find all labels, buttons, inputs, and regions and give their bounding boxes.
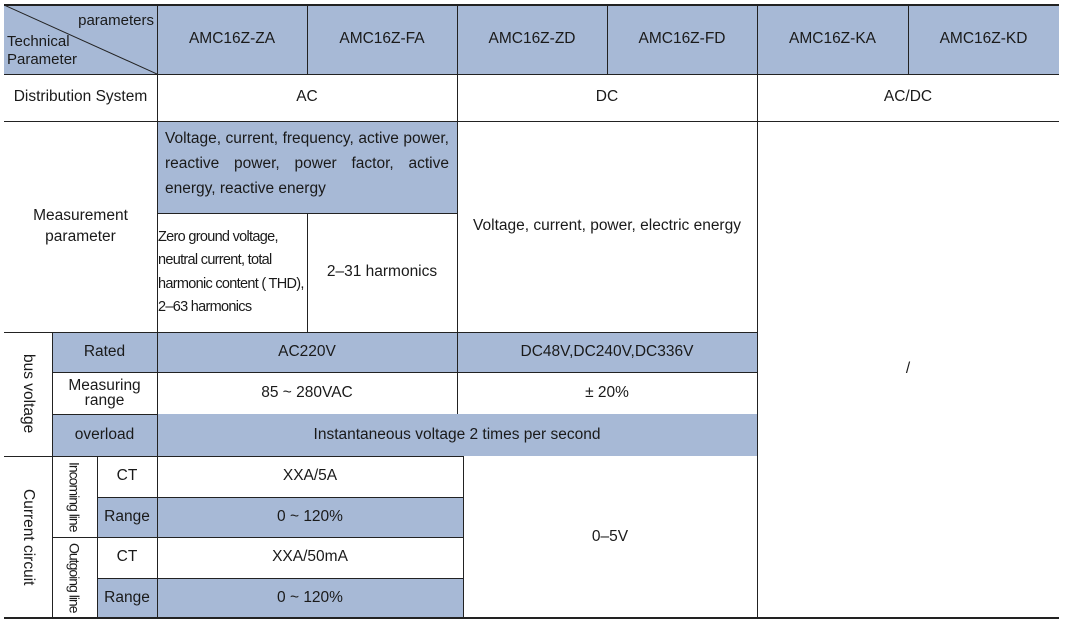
header-corner-cell <box>4 5 157 74</box>
current-dc-value: 0–5V <box>463 456 757 618</box>
grid-line <box>908 5 909 74</box>
k-series-value: / <box>757 121 1059 618</box>
header-model-fd: AMC16Z-FD <box>607 5 757 74</box>
header-model-fa: AMC16Z-FA <box>307 5 457 74</box>
measuring-range-ac: 85 ~ 280VAC <box>157 372 457 414</box>
grid-line <box>457 5 458 414</box>
header-model-kd: AMC16Z-KD <box>908 5 1059 74</box>
measuring-range-label: Measuring range <box>52 372 157 414</box>
header-model-zd: AMC16Z-ZD <box>457 5 607 74</box>
incoming-ct-value: XXA/5A <box>157 456 463 497</box>
grid-line <box>52 537 463 538</box>
outgoing-line-label: Outgoing line <box>52 537 97 618</box>
grid-line <box>463 456 464 617</box>
grid-line <box>4 332 757 333</box>
incoming-line-label: Incoming line <box>52 456 97 537</box>
corner-parameters-label: parameters <box>78 12 154 29</box>
measurement-ac-common: Voltage, current, frequency, active power, reactive power, power factor, active energy, reactive energy <box>157 121 457 213</box>
measurement-fa-extra: 2–31 harmonics <box>307 213 457 332</box>
incoming-range-value: 0 ~ 120% <box>157 497 463 537</box>
header-model-ka: AMC16Z-KA <box>757 5 908 74</box>
distribution-dc: DC <box>457 74 757 121</box>
grid-line <box>4 456 463 457</box>
grid-line <box>52 332 53 617</box>
grid-line <box>4 74 1059 75</box>
distribution-label: Distribution System <box>4 74 157 121</box>
measurement-za-extra: Zero ground voltage, neutral current, total harmonic content ( THD), 2–63 harmonics <box>157 213 307 332</box>
grid-line <box>307 5 308 74</box>
grid-line <box>157 5 158 617</box>
grid-line <box>97 456 98 617</box>
distribution-ac: AC <box>157 74 457 121</box>
table-top-border <box>4 4 1059 6</box>
grid-line <box>97 497 463 498</box>
grid-line <box>52 414 157 415</box>
corner-technical-label: Technical Parameter <box>7 33 78 69</box>
incoming-range-label: Range <box>97 497 157 537</box>
overload-value: Instantaneous voltage 2 times per second <box>157 414 757 456</box>
incoming-ct-label: CT <box>97 456 157 497</box>
header-model-za: AMC16Z-ZA <box>157 5 307 74</box>
outgoing-ct-value: XXA/50mA <box>157 537 463 578</box>
rated-dc: DC48V,DC240V,DC336V <box>457 332 757 372</box>
bus-voltage-label: bus voltage <box>4 332 52 456</box>
overload-label: overload <box>52 414 157 456</box>
rated-label: Rated <box>52 332 157 372</box>
grid-line <box>4 121 1059 122</box>
measurement-dc: Voltage, current, power, electric energy <box>457 121 757 332</box>
grid-line <box>757 5 758 617</box>
outgoing-range-value: 0 ~ 120% <box>157 578 463 618</box>
rated-ac: AC220V <box>157 332 457 372</box>
grid-line <box>97 578 463 579</box>
grid-line <box>607 5 608 74</box>
current-circuit-label: Current circuit <box>4 456 52 618</box>
outgoing-ct-label: CT <box>97 537 157 578</box>
measuring-range-dc: ± 20% <box>457 372 757 414</box>
outgoing-range-label: Range <box>97 578 157 618</box>
grid-line <box>307 213 308 332</box>
distribution-acdc: AC/DC <box>757 74 1059 121</box>
measurement-label: Measurement parameter <box>4 121 157 332</box>
table-bottom-border <box>4 617 1059 619</box>
